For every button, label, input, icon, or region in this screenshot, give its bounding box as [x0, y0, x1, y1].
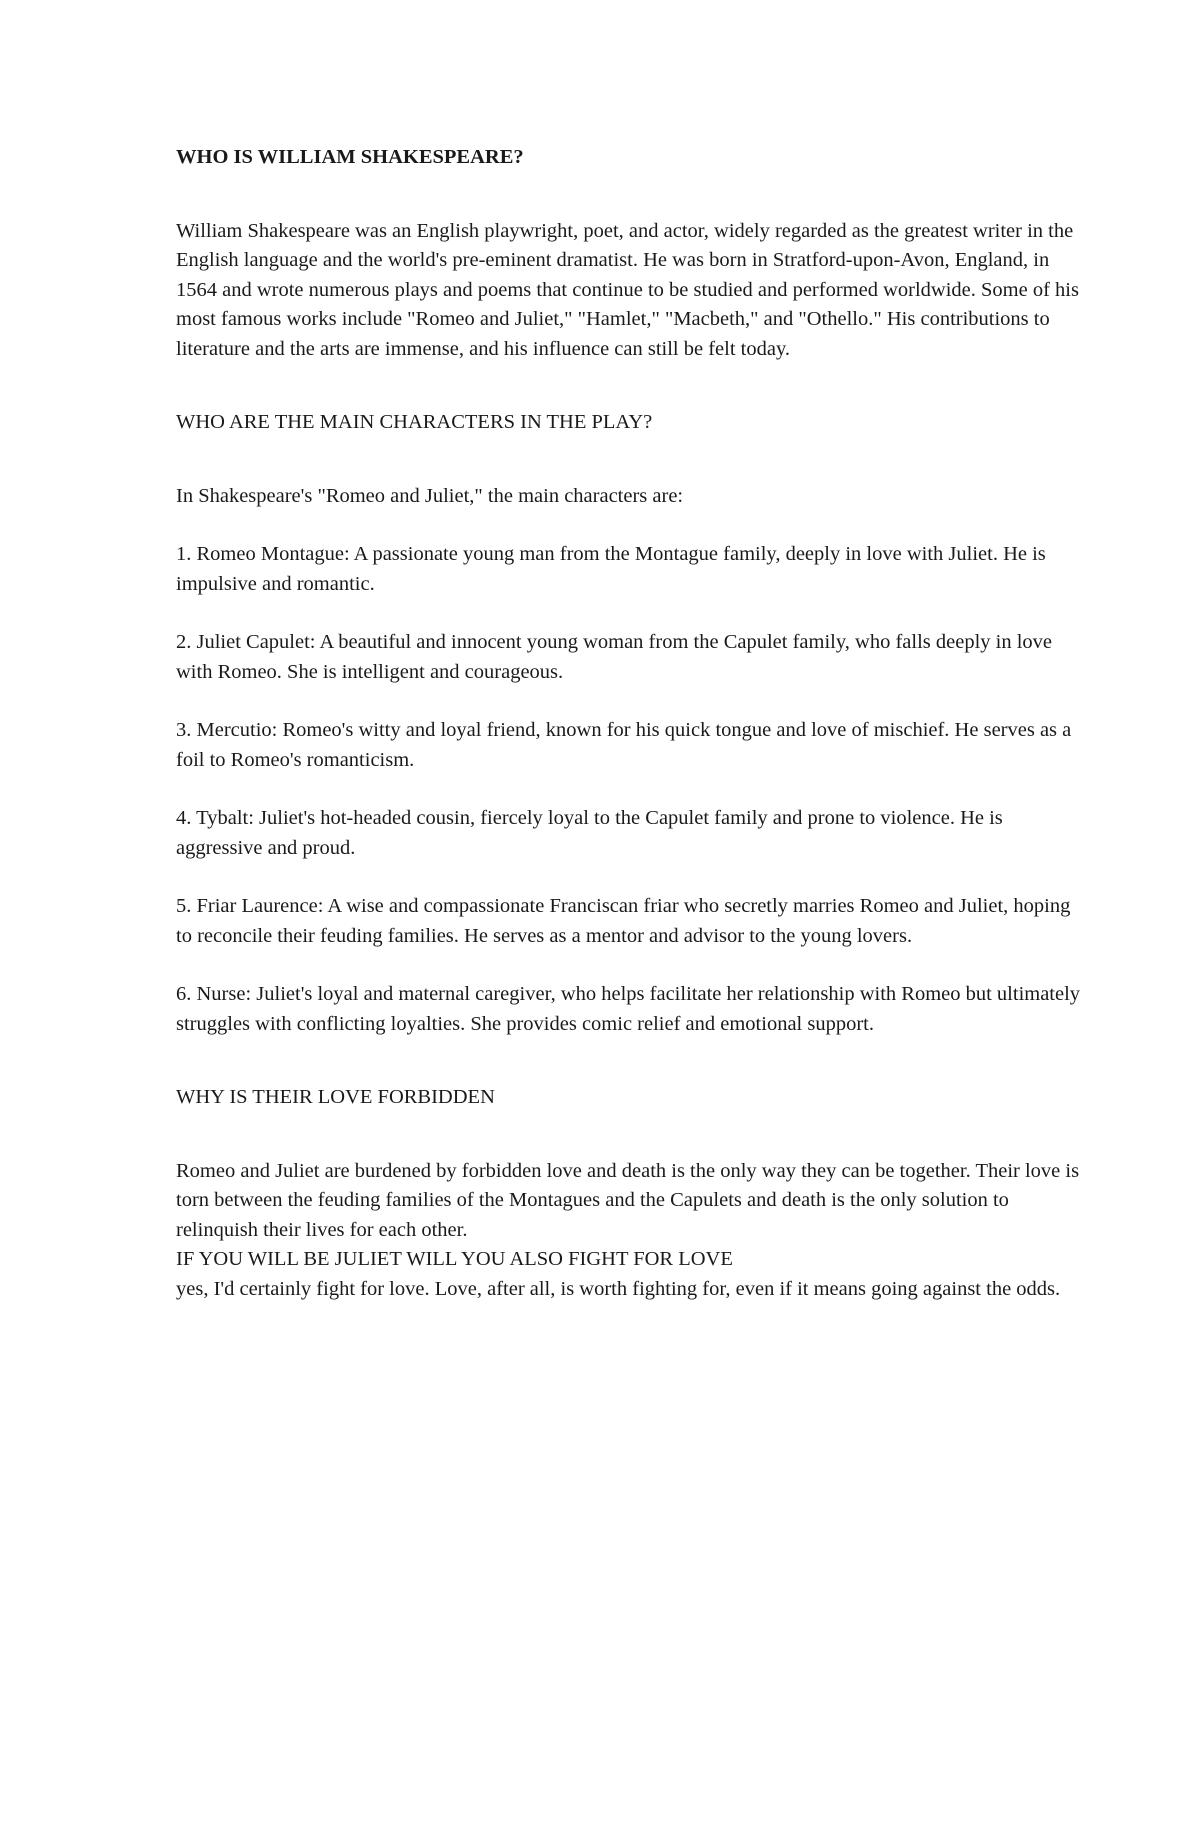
character-item-romeo: 1. Romeo Montague: A passionate young man from the Montague family, deeply in love with Juliet. He is impulsive and romantic.	[176, 543, 1046, 595]
paragraph-characters-intro: In Shakespeare's "Romeo and Juliet," the main characters are:	[176, 484, 684, 507]
paragraph-fight-for-love: yes, I'd certainly fight for love. Love, after all, is worth fighting for, even if it means going against the odds.	[176, 1277, 1061, 1300]
character-item-nurse: 6. Nurse: Juliet's loyal and maternal caregiver, who helps facilitate her relationship with Romeo but ultimately struggles with conflicting loyalties. She provides comic relief and emotional support.	[176, 983, 1081, 1035]
character-item-friar-laurence: 5. Friar Laurence: A wise and compassionate Franciscan friar who secretly marries Romeo and Juliet, hoping to reconcile their feuding families. He serves as a mentor and advisor to the young lovers.	[176, 895, 1071, 947]
heading-main-characters: WHO ARE THE MAIN CHARACTERS IN THE PLAY?	[176, 411, 653, 433]
paragraph-forbidden-love: Romeo and Juliet are burdened by forbidden love and death is the only way they can be together. Their love is torn between the feuding families of the Montagues and the Capulets and death is the only solution to relinquish their lives for each other.	[176, 1159, 1080, 1241]
heading-forbidden-love: WHY IS THEIR LOVE FORBIDDEN	[176, 1086, 495, 1108]
heading-who-is-shakespeare: WHO IS WILLIAM SHAKESPEARE?	[176, 146, 524, 168]
character-item-juliet: 2. Juliet Capulet: A beautiful and innocent young woman from the Capulet family, who falls deeply in love with Romeo. She is intelligent and courageous.	[176, 631, 1053, 683]
heading-fight-for-love: IF YOU WILL BE JULIET WILL YOU ALSO FIGHT FOR LOVE	[176, 1248, 733, 1270]
character-item-mercutio: 3. Mercutio: Romeo's witty and loyal friend, known for his quick tongue and love of mischief. He serves as a foil to Romeo's romanticism.	[176, 719, 1072, 771]
document-body	[176, 143, 1081, 1304]
paragraph-shakespeare-bio: William Shakespeare was an English playwright, poet, and actor, widely regarded as the greatest writer in the English language and the world's pre-eminent dramatist. He was born in Stratford-upon-Avon, England, in 1564 and wrote numerous plays and poems that continue to be studied and performed worldwide. Some of his most famous works include "Romeo and Juliet," "Hamlet," "Macbeth," and "Othello." His contributions to literature and the arts are immense, and his influence can still be felt today.	[176, 219, 1079, 360]
character-item-tybalt: 4. Tybalt: Juliet's hot-headed cousin, fiercely loyal to the Capulet family and prone to violence. He is aggressive and proud.	[176, 807, 1003, 859]
